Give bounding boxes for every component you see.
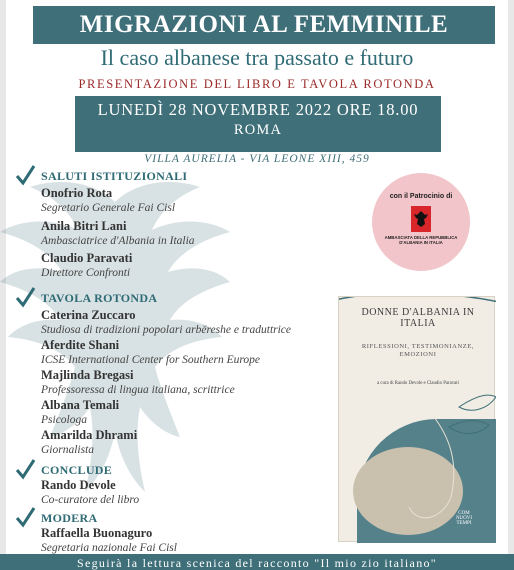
patronage-seal <box>372 173 470 271</box>
page-title: MIGRAZIONI AL FEMMINILE <box>33 6 495 44</box>
book-title: DONNE D'ALBANIA IN ITALIA <box>361 307 475 329</box>
person <box>41 428 137 458</box>
book-subtitle: RIFLESSIONI, TESTIMONIANZE, EMOZIONI <box>361 343 475 358</box>
person-name: Anila Bitri Lani <box>41 219 127 233</box>
person <box>41 251 132 281</box>
person-name: Onofrio Rota <box>41 186 113 200</box>
person-role: Professoressa di lingua italiana, scrittrice <box>41 384 235 396</box>
person-role: Giornalista <box>41 444 95 456</box>
person-role: Direttore Confronti <box>41 267 131 279</box>
checkmark-icon <box>14 164 36 186</box>
albanian-flag-icon <box>411 206 431 232</box>
person-name: Aferdite Shani <box>41 338 120 352</box>
person-name: Majlinda Bregasi <box>41 368 134 382</box>
presentation-line: PRESENTAZIONE DEL LIBRO E TAVOLA ROTONDA <box>78 77 436 91</box>
section-heading: TAVOLA ROTONDA <box>41 291 158 305</box>
person-role: Segretaria nazionale Fai Cisl <box>41 542 177 554</box>
person <box>41 308 291 338</box>
person-role: ICSE International Center for Southern Europe <box>41 354 261 366</box>
person <box>41 478 139 508</box>
person <box>41 219 195 249</box>
person-name: Rando Devole <box>41 478 116 492</box>
embassy-name: AMBASCIATA DELLA REPUBBLICA D'ALBANIA IN ITALIA <box>384 235 458 245</box>
person-name: Amarilda Dhrami <box>41 428 138 442</box>
leaf-line-art-icon <box>339 297 496 543</box>
publisher-logo: COM NUOVI TEMPI <box>455 511 473 526</box>
person <box>41 186 175 216</box>
person-name: Raffaella Buonaguro <box>41 526 153 540</box>
section-heading: CONCLUDE <box>41 463 113 477</box>
person <box>41 368 235 398</box>
checkmark-icon <box>14 286 36 308</box>
book-curators: a cura di Rando Devole e Claudio Paravati <box>377 381 459 386</box>
person-name: Caterina Zuccaro <box>41 308 136 322</box>
page-subtitle: Il caso albanese tra passato e futuro <box>100 45 414 70</box>
event-venue: VILLA AURELIA - VIA LEONE XIII, 459 <box>144 153 370 165</box>
person-role: Co-curatore del libro <box>41 494 140 506</box>
section-heading: MODERA <box>41 511 98 525</box>
person-role: Segretario Generale Fai Cisl <box>41 202 176 214</box>
person-name: Claudio Paravati <box>41 251 133 265</box>
person-name: Albana Temali <box>41 398 120 412</box>
checkmark-icon <box>14 458 36 480</box>
person <box>41 338 260 368</box>
person-role: Studiosa di tradizioni popolari arbëreshe e traduttrice <box>41 324 292 336</box>
person <box>41 526 177 556</box>
person-role: Ambasciatrice d'Albania in Italia <box>41 235 195 247</box>
person <box>41 398 119 428</box>
section-heading: SALUTI ISTITUZIONALI <box>41 169 188 183</box>
date-box <box>75 96 441 152</box>
checkmark-icon <box>14 506 36 528</box>
book-cover <box>338 296 495 542</box>
person-role: Psicologa <box>41 414 87 426</box>
patronage-label: con il Patrocinio di <box>389 193 453 200</box>
event-date: LUNEDÌ 28 NOVEMBRE 2022 ORE 18.00 <box>97 100 419 119</box>
event-city: ROMA <box>233 122 283 138</box>
footer-banner: Seguirà la lettura scenica del racconto "Il mio zio italiano" <box>0 554 514 570</box>
